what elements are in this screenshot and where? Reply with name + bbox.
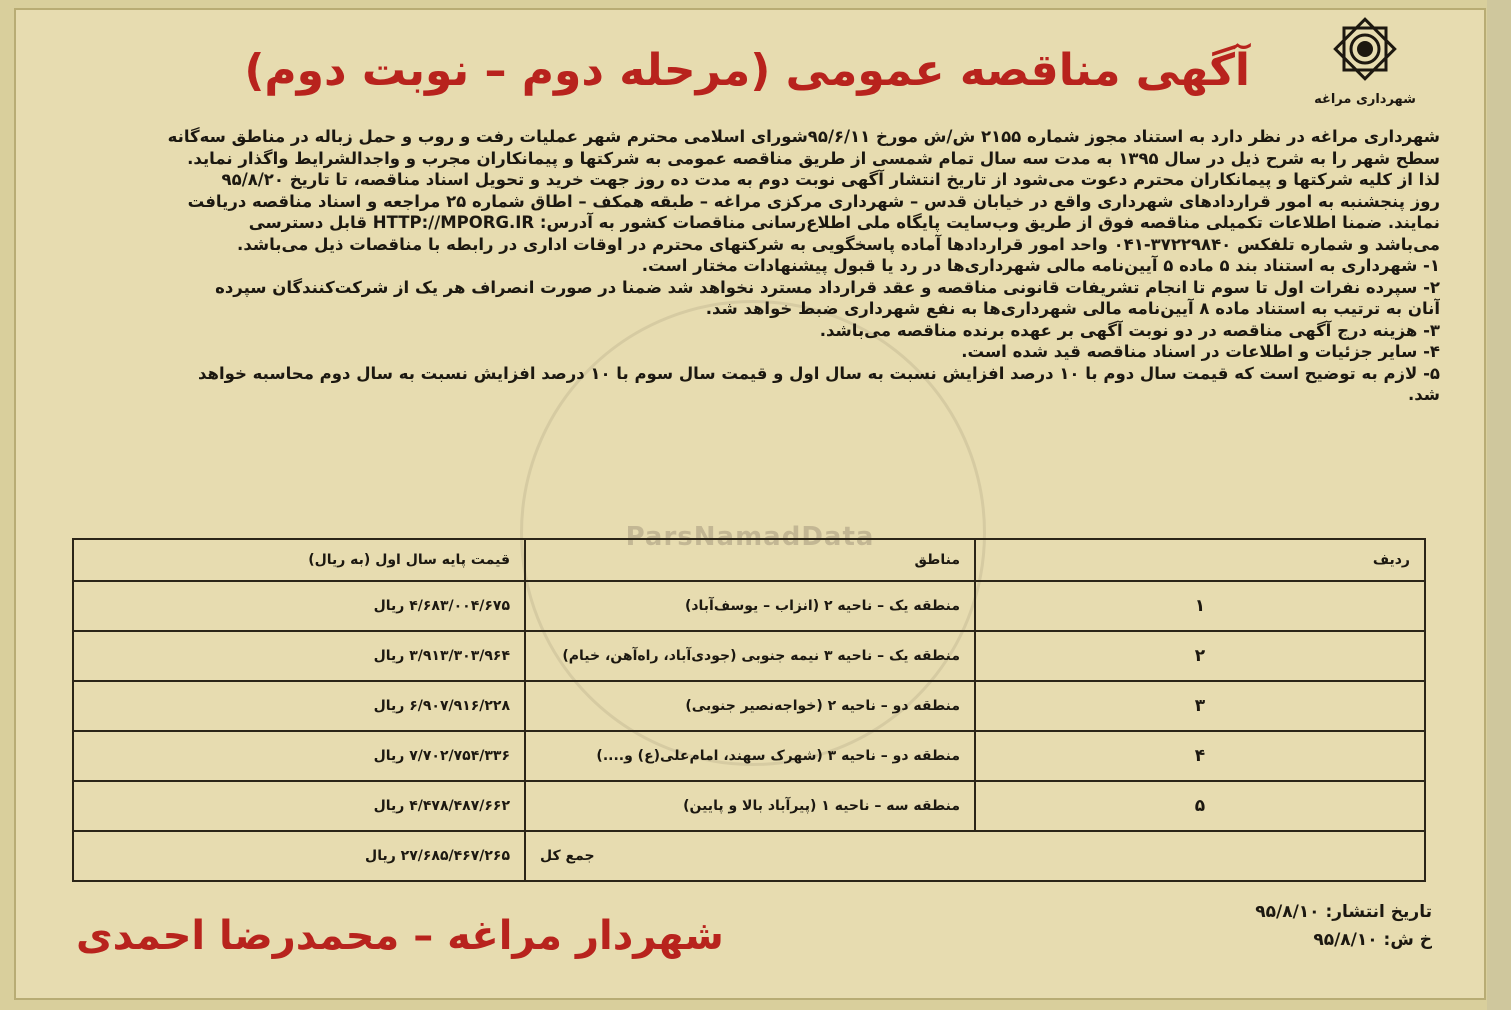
body-line: ۵- لازم به توضیح است که قیمت سال دوم با ۱۰ درصد افزایش نسبت به سال اول و قیمت سال سوم با ۱۰ درصد افزایش نسبت به سال دوم محاسبه خواهد <box>198 363 1440 383</box>
publish-date: تاریخ انتشار: ۹۵/۸/۱۰ <box>1255 902 1432 922</box>
table-total-row <box>73 831 1425 881</box>
body-line: آنان به ترتیب به استناد ماده ۸ آیین‌نامه مالی شهرداری‌ها به نفع شهرداری ضبط خواهد شد. <box>705 299 1440 318</box>
row-zone: منطقه یک – ناحیه ۲ (انزاب – یوسف‌آباد) <box>525 581 975 631</box>
row-price: ۶/۹۰۷/۹۱۶/۲۲۸ ریال <box>73 681 525 731</box>
row-price: ۴/۶۸۳/۰۰۴/۶۷۵ ریال <box>73 581 525 631</box>
notice-body <box>60 126 1440 406</box>
body-line: روز پنجشنبه به امور قراردادهای شهرداری واقع در خیابان قدس – شهرداری مرکزی مراغه – طبقه همکف – اطاق شماره ۲۵ مراجعه و اسناد مناقصه دریافت <box>187 191 1440 211</box>
row-number: ۳ <box>975 681 1425 731</box>
table-row <box>73 731 1425 781</box>
table-row <box>73 681 1425 731</box>
total-label: جمع کل <box>525 831 1425 881</box>
table-row <box>73 781 1425 831</box>
body-line: نمایند. ضمنا اطلاعات تکمیلی مناقصه فوق از طریق وب‌سایت پایگاه ملی اطلاع‌رسانی مناقصات کشور به آدرس: HTTP://MPORG.IR قابل دسترسی <box>248 213 1440 232</box>
page-edge-strip <box>1487 0 1511 1010</box>
row-price: ۳/۹۱۳/۳۰۳/۹۶۴ ریال <box>73 631 525 681</box>
row-price: ۴/۴۷۸/۴۸۷/۶۶۲ ریال <box>73 781 525 831</box>
municipality-emblem-icon <box>1330 14 1400 84</box>
row-number: ۴ <box>975 731 1425 781</box>
tender-table <box>72 538 1426 882</box>
header-price: قیمت پایه سال اول (به ریال) <box>73 539 525 581</box>
total-price: ۲۷/۶۸۵/۴۶۷/۲۶۵ ریال <box>73 831 525 881</box>
body-line: می‌باشد و شماره تلفکس ۳۷۲۲۹۸۴۰-۰۴۱ واحد امور قراردادها آماده پاسخگویی به شرکتهای محترم در اوقات اداری در رابطه با مناقصات ذیل می‌باشد. <box>237 234 1440 254</box>
row-zone: منطقه یک – ناحیه ۳ نیمه جنوبی (جودی‌آباد، راه‌آهن، خیام) <box>525 631 975 681</box>
table-row <box>73 581 1425 631</box>
row-number: ۲ <box>975 631 1425 681</box>
kh-sh-date: خ ش: ۹۵/۸/۱۰ <box>1313 930 1432 950</box>
row-zone: منطقه دو – ناحیه ۳ (شهرک سهند، امام‌علی(ع) و....) <box>525 731 975 781</box>
body-line: سطح شهر را به شرح ذیل در سال ۱۳۹۵ به مدت سه سال تمام شمسی از طریق مناقصه عمومی به شرکتها و پیمانکاران مجرب و واجدالشرایط واگذار نماید. <box>187 148 1440 168</box>
body-line: شهرداری مراغه در نظر دارد به استناد مجوز شماره ۲۱۵۵ ش/ش مورخ ۹۵/۶/۱۱شورای اسلامی محترم شهر عملیات رفت و روب و حمل زباله در مناطق سه‌گانه <box>167 127 1440 146</box>
body-line: لذا از کلیه شرکتها و پیمانکاران محترم دعوت می‌شود از تاریخ انتشار آگهی نوبت دوم به مدت ده روز جهت خرید و تحویل اسناد مناقصه، تا تاریخ ۹۵/۸/۲۰ <box>221 170 1440 189</box>
logo-caption: شهرداری مراغه <box>1314 92 1416 107</box>
table-header-row <box>73 539 1425 581</box>
notice-title: آگهی مناقصه عمومی (مرحله دوم – نوبت دوم) <box>244 45 1250 96</box>
row-number: ۵ <box>975 781 1425 831</box>
watermark-text: ParsNamadData <box>625 522 875 552</box>
row-zone: منطقه سه – ناحیه ۱ (پیرآباد بالا و پایین) <box>525 781 975 831</box>
header-zone: مناطق <box>525 539 975 581</box>
row-zone: منطقه دو – ناحیه ۲ (خواجه‌نصیر جنوبی) <box>525 681 975 731</box>
body-line: شد. <box>1407 385 1440 404</box>
body-line: ۳- هزینه درج آگهی مناقصه در دو نوبت آگهی بر عهده برنده مناقصه می‌باشد. <box>819 320 1440 340</box>
publication-meta <box>1170 898 1432 954</box>
row-price: ۷/۷۰۲/۷۵۴/۳۳۶ ریال <box>73 731 525 781</box>
body-line: ۲- سپرده نفرات اول تا سوم تا انجام تشریفات قانونی مناقصه و عقد قرارداد مسترد نخواهد شد ضمنا در صورت انصراف هر یک از شرکت‌کنندگان سپرده <box>215 277 1440 297</box>
body-line: ۴- سایر جزئیات و اطلاعات در اسناد مناقصه قید شده است. <box>961 342 1440 361</box>
table-row <box>73 631 1425 681</box>
header-row-number: ردیف <box>975 539 1425 581</box>
body-line: ۱- شهرداری به استناد بند ۵ ماده ۵ آیین‌نامه مالی شهرداری‌ها در رد یا قبول پیشنهادات مختار است. <box>641 256 1440 275</box>
mayor-signature: شهردار مراغه – محمدرضا احمدی <box>76 913 724 959</box>
row-number: ۱ <box>975 581 1425 631</box>
